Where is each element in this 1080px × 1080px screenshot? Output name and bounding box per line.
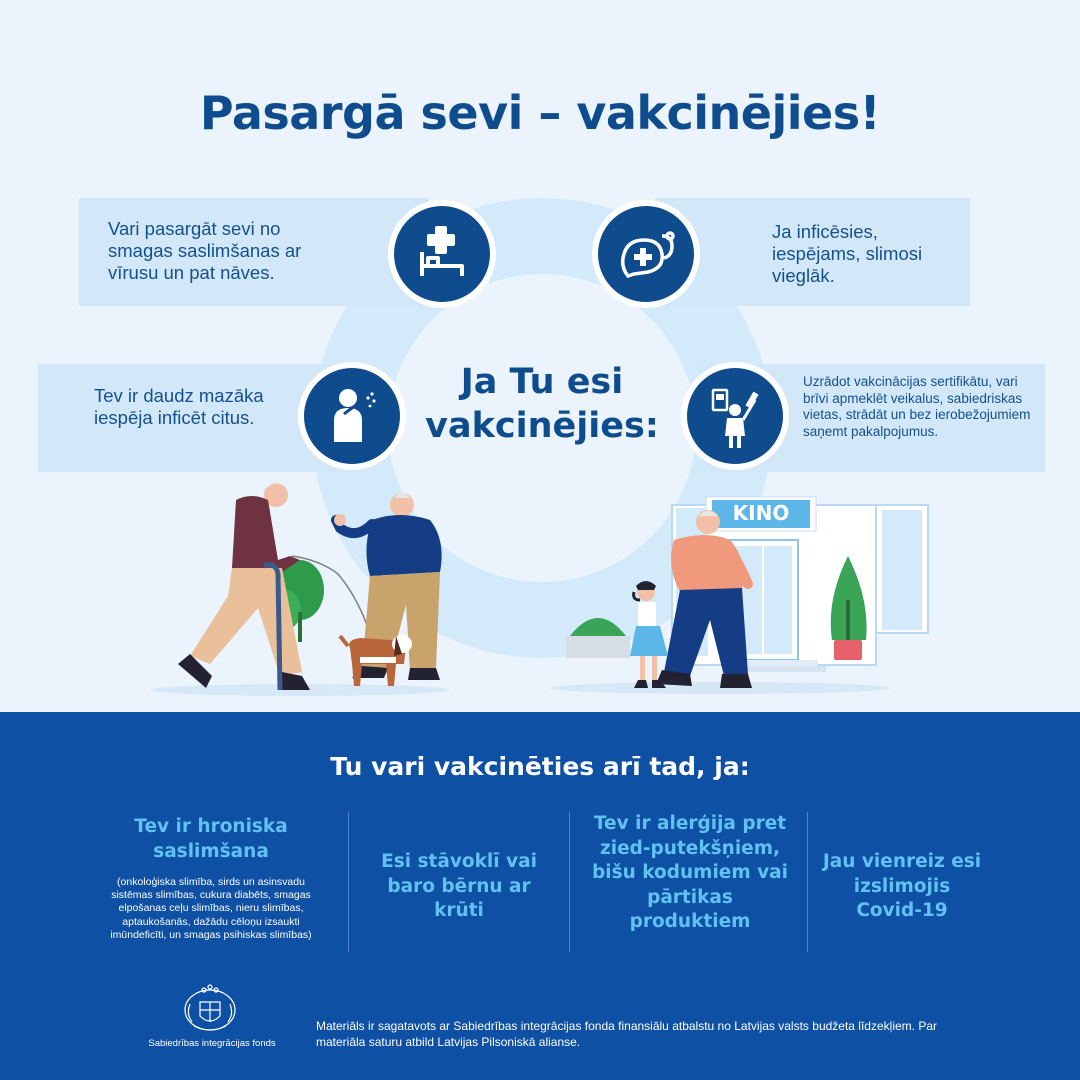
column-divider xyxy=(348,812,349,952)
condition-allergy-heading: Tev ir alerģija pret zied-putekšņiem, bišu kodumiem vai pārtikas produktiem xyxy=(592,813,788,932)
condition-pregnancy-heading: Esi stāvoklī vai baro bērnu ar krūti xyxy=(381,851,537,921)
planter-illustration xyxy=(566,618,630,658)
center-title: Ja Tu esi vakcinējies: xyxy=(425,362,659,446)
condition-chronic-heading: Tev ir hroniska saslimšana xyxy=(134,816,288,862)
logo-caption: Sabiedrības integrācijas fonds xyxy=(148,1038,276,1049)
hospital-bed-icon xyxy=(388,200,496,308)
benefit-text: Tev ir daudz mazāka iespēja inficēt citus. xyxy=(94,385,264,428)
stethoscope-icon xyxy=(592,200,700,308)
benefit-text: Uzrādot vakcinācijas sertifikātu, vari brīvi apmeklēt veikalus, sabiedriskas vietas, strādāt un bez ierobežojumiem saņemt pakalpojumus. xyxy=(803,374,1031,439)
condition-covid-heading: Jau vienreiz esi izslimojis Covid-19 xyxy=(822,851,982,921)
cinema-sign: KINO xyxy=(732,501,790,525)
conditions-title: Tu vari vakcinēties arī tad, ja: xyxy=(330,752,750,781)
benefit-text: Ja inficēsies, iespējams, slimosi vieglāk. xyxy=(772,221,923,286)
illustration-scene xyxy=(0,470,1080,710)
coat-of-arms-logo xyxy=(182,980,238,1036)
elderly-man-illustration xyxy=(178,482,372,690)
benefit-box-milder-illness xyxy=(655,198,970,306)
funding-note: Materiāls ir sagatavots ar Sabiedrības integrācijas fonda finansiālu atbalstu no Latvijas valsts budžeta līdzekļiem. Par materiāla saturu atbild Latvijas Pilsoniskā alianse. xyxy=(316,1019,937,1049)
dog-illustration xyxy=(340,635,412,686)
condition-chronic-detail: (onkoloģiska slimība, sirds un asinsvadu sistēmas slimības, cukura diabēts, smagas elpošanas ceļu slimības, nieru slimības, aptaukošanās, dažādu cēloņu izsaukti imūndeficīti, un smagas psihiskas slimības) xyxy=(110,876,312,941)
benefit-box-protect xyxy=(79,198,429,306)
sneeze-in-elbow-icon xyxy=(298,362,406,470)
column-divider xyxy=(569,812,570,952)
benefit-text: Vari pasargāt sevi no smagas saslimšanas ar vīrusu un pat nāves. xyxy=(108,218,302,283)
page-title: Pasargā sevi – vakcinējies! xyxy=(199,86,881,140)
column-divider xyxy=(807,812,808,952)
vaccination-certificate-icon xyxy=(681,362,789,470)
